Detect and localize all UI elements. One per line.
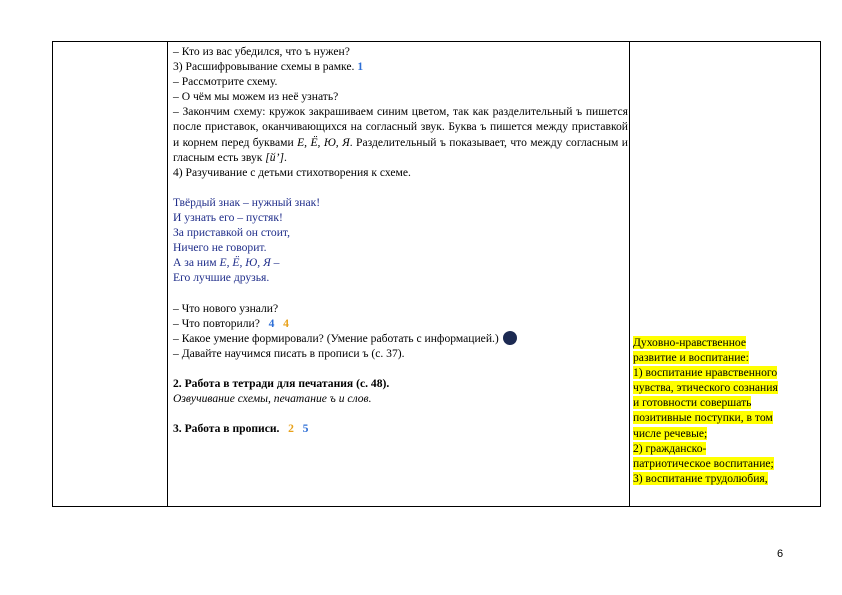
sound-italic: [й’] <box>265 150 284 164</box>
number-badge-orange: 2 <box>288 422 294 436</box>
section-3-line <box>173 421 628 436</box>
question-line: – О чём мы можем из неё узнать? <box>173 90 339 104</box>
number-badge-blue: 5 <box>302 422 309 436</box>
highlighted-line <box>633 471 819 486</box>
lesson-table <box>52 41 821 507</box>
column-divider-2 <box>629 42 630 506</box>
explanation-text: – Закончим схему: кружок закрашиваем синим цветом, так как разделительный ъ пишется после приставок, оканчивающихся на согласный звук. Буква ъ пишется между приставкой и корнем перед буквами <box>173 105 628 149</box>
poem-line: Ничего не говорит. <box>173 241 267 255</box>
goal-text: числе речевые; <box>633 426 708 440</box>
goal-text: Духовно-нравственное <box>633 336 747 349</box>
highlighted-line <box>633 350 819 365</box>
highlighted-line <box>633 410 819 425</box>
poem-line: Его лучшие друзья. <box>173 271 270 285</box>
section-2-title: 2. Работа в тетради для печатания (с. 48). <box>173 377 390 391</box>
step-3-text: 3) Расшифровывание схемы в рамке. <box>173 60 355 74</box>
highlighted-line <box>633 426 819 441</box>
explanation-paragraph <box>173 104 628 164</box>
highlighted-line <box>633 395 819 410</box>
highlighted-line <box>633 365 819 380</box>
explanation-text-2: . Разделительный ъ показывает, что между согласным и гласным есть звук <box>173 135 628 164</box>
goal-text: 3) воспитание трудолюбия, <box>633 471 768 485</box>
poem-line: За приставкой он стоит, <box>173 226 291 240</box>
navy-dot-icon <box>503 331 517 345</box>
step-3-line <box>173 59 628 74</box>
instruction-line: – Давайте научимся писать в прописи ъ (с. 37). <box>173 346 405 360</box>
highlighted-line <box>633 441 819 456</box>
poem-line <box>173 255 628 270</box>
goal-text: развитие и воспитание: <box>633 351 749 365</box>
section-3-title: 3. Работа в прописи. <box>173 422 280 436</box>
highlighted-line <box>633 456 819 471</box>
goal-text: 1) воспитание нравственного <box>633 366 778 380</box>
highlighted-line <box>633 335 819 350</box>
poem-letters: Е, Ё, Ю, Я <box>219 256 271 270</box>
education-goals-cell <box>633 335 819 486</box>
column-divider-1 <box>167 42 168 506</box>
period: . <box>283 150 287 164</box>
goal-text: чувства, этического сознания <box>633 381 778 395</box>
section-2-subtitle: Озвучивание схемы, печатание ъ и слов. <box>173 392 372 406</box>
poem-dash: – <box>270 256 280 270</box>
number-badge-blue: 4 <box>268 316 275 330</box>
step-4-line: 4) Разучивание с детьми стихотворения к схеме. <box>173 165 411 179</box>
lesson-steps-cell <box>173 44 628 436</box>
page-number: 6 <box>777 548 784 560</box>
poem <box>173 195 628 286</box>
goal-text: позитивные поступки, в том <box>633 411 773 425</box>
goal-text: и готовности совершать <box>633 396 752 410</box>
goal-text: 2) гражданско- <box>633 441 707 455</box>
question-line: – Что нового узнали? <box>173 301 279 315</box>
question-line: – Кто из вас убедился, что ъ нужен? <box>173 45 350 58</box>
question-line <box>173 331 628 346</box>
letters-italic: Е, Ё, Ю, Я <box>297 135 350 149</box>
question-line <box>173 316 628 331</box>
instruction-line: – Рассмотрите схему. <box>173 75 278 89</box>
number-badge-orange: 4 <box>283 316 289 330</box>
highlighted-line <box>633 380 819 395</box>
question-text: – Что повторили? <box>173 316 260 330</box>
poem-line: Твёрдый знак – нужный знак! <box>173 195 321 209</box>
step-number-badge: 1 <box>357 60 364 74</box>
question-text: – Какое умение формировали? (Умение работать с информацией.) <box>173 331 499 345</box>
goal-text: патриотическое воспитание; <box>633 456 774 470</box>
poem-text: А за ним <box>173 256 220 270</box>
poem-line: И узнать его – пустяк! <box>173 211 283 225</box>
